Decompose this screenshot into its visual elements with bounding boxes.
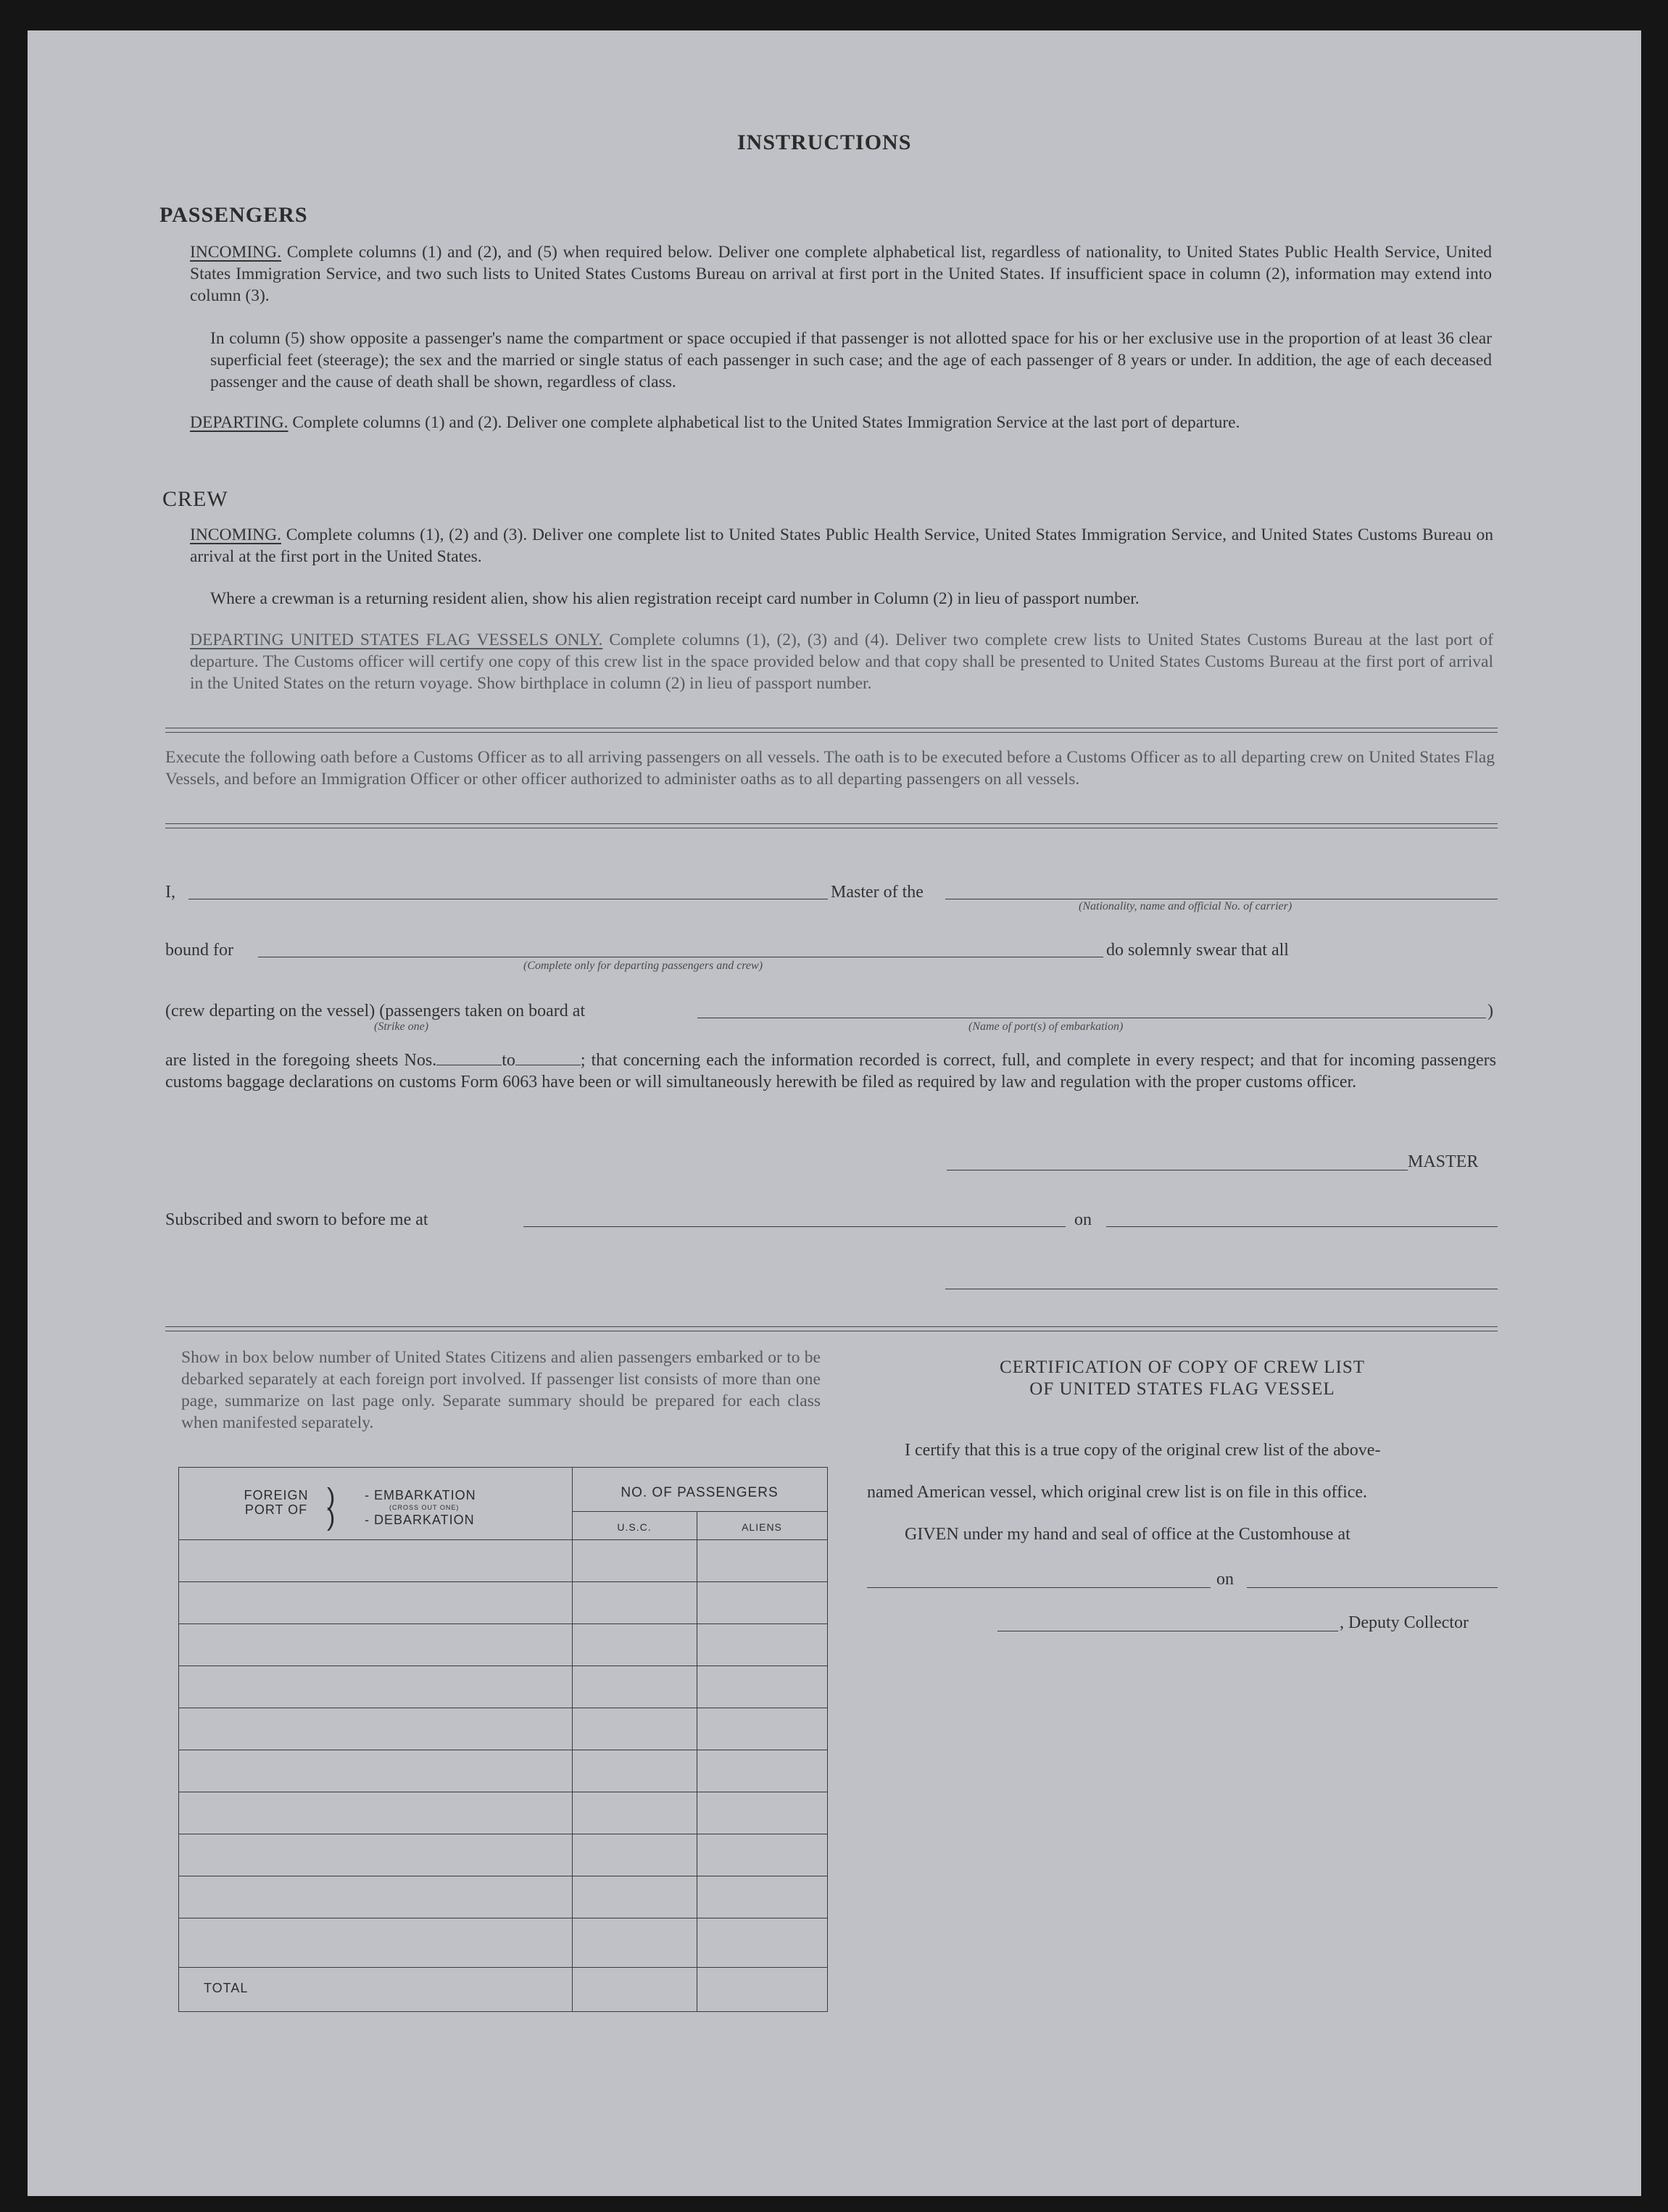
deputy-collector-label: , Deputy Collector xyxy=(1340,1613,1469,1632)
master-of-the-label: Master of the xyxy=(831,883,924,902)
crew-departing-text: Complete columns (1), (2), (3) and (4). Deliver two complete crew lists to United States Customs Bureau at the last port of departure. The Customs officer will certify one copy of this crew list in the space provided below and that copy shall be presented to United States Customs Bureau at the first port of arrival in the United States on the return voyage. Show birthplace in column (2) in lieu of passport number. xyxy=(190,631,1493,693)
swear-label: do solemnly swear that all xyxy=(1106,941,1289,960)
passengers-incoming-text: Complete columns (1) and (2), and (5) when required below. Deliver one complete alphabetical list, regardless of nationality, to United States Public Health Service, United States Immigration Service, and two such lists to United States Customs Bureau on arrival at first port in the United States. If insufficient space in column (2), information may extend into column (3). xyxy=(190,243,1492,305)
master-signature-field[interactable] xyxy=(947,1170,1408,1171)
certification-on-label: on xyxy=(1216,1570,1234,1589)
table-row[interactable] xyxy=(179,1539,827,1540)
passengers-departing-paragraph xyxy=(190,412,1492,433)
table-row[interactable] xyxy=(179,1581,827,1582)
passengers-incoming-label: INCOMING. xyxy=(190,243,281,262)
brace-icon: ) xyxy=(327,1484,336,1511)
subscribed-label: Subscribed and sworn to before me at xyxy=(165,1210,428,1229)
divider-line xyxy=(165,728,1498,733)
passenger-summary-table xyxy=(178,1467,828,2012)
divider-line xyxy=(165,1326,1498,1331)
crew-incoming-paragraph xyxy=(190,524,1493,567)
to-label: to xyxy=(502,1051,515,1070)
passengers-departing-text: Complete columns (1) and (2). Deliver one complete alphabetical list to the United States Immigration Service at the last port of departure. xyxy=(292,413,1240,432)
brace-icon: ) xyxy=(327,1504,336,1531)
ports-caption: (Name of port(s) of embarkation) xyxy=(968,1020,1124,1033)
carrier-caption: (Nationality, name and official No. of carrier) xyxy=(1079,900,1293,912)
total-row[interactable] xyxy=(179,1967,827,1968)
crew-incoming-label: INCOMING. xyxy=(190,525,281,544)
no-passengers-header: NO. OF PASSENGERS xyxy=(621,1485,779,1500)
crew-heading: CREW xyxy=(162,487,228,511)
debarkation-label: - DEBARKATION xyxy=(365,1513,475,1527)
instructions-title: INSTRUCTIONS xyxy=(737,130,912,154)
passengers-departing-label: DEPARTING. xyxy=(190,413,289,432)
certification-date-field[interactable] xyxy=(1247,1587,1498,1588)
aliens-header: ALIENS xyxy=(742,1521,782,1533)
column-divider xyxy=(572,1468,573,2011)
customhouse-field[interactable] xyxy=(867,1587,1211,1588)
crew-resident-paragraph: Where a crewman is a returning resident alien, show his alien registration receipt card number in Column (2) in lieu of passport number. xyxy=(210,589,1140,608)
usc-header: U.S.C. xyxy=(617,1521,652,1533)
bound-for-caption: (Complete only for departing passengers and crew) xyxy=(523,960,763,972)
embarkation-label: - EMBARKATION xyxy=(365,1488,476,1502)
strike-one-caption: (Strike one) xyxy=(374,1020,429,1033)
summary-note: Show in box below number of United States Citizens and alien passengers embarked or to be debarked separately at each foreign port involved. If passenger list consists of more than one page, summarize on last page only. Separate summary should be prepared for each class when manifested separately. xyxy=(181,1348,821,1432)
certification-title xyxy=(867,1357,1498,1400)
sworn-at-field[interactable] xyxy=(523,1226,1066,1227)
listed-prefix: are listed in the foregoing sheets Nos. xyxy=(165,1051,437,1070)
certification-title-line1: CERTIFICATION OF COPY OF CREW LIST xyxy=(999,1357,1366,1377)
close-paren: ) xyxy=(1487,1002,1493,1020)
crew-departing-label: DEPARTING UNITED STATES FLAG VESSELS ONLY. xyxy=(190,631,603,649)
oath-note: Execute the following oath before a Customs Officer as to all arriving passengers on all vessels. The oath is to be executed before a Customs Officer as to all departing crew on United States Flag Vessels, and before an Immigration Officer or other officer authorized to administer oaths as to all departing passengers on all vessels. xyxy=(165,748,1495,789)
certification-line2: named American vessel, which original crew list is on file in this office. xyxy=(867,1483,1368,1502)
sworn-date-field[interactable] xyxy=(1106,1226,1498,1227)
crew-departing-paragraph xyxy=(190,629,1493,694)
certification-line3: GIVEN under my hand and seal of office at the Customhouse at xyxy=(905,1525,1350,1544)
certification-line1: I certify that this is a true copy of the original crew list of the above- xyxy=(905,1441,1381,1460)
certification-title-line2: OF UNITED STATES FLAG VESSEL xyxy=(1029,1379,1335,1399)
oath-i-label: I, xyxy=(165,883,175,902)
crew-departing-label: (crew departing on the vessel) (passengers taken on board at xyxy=(165,1002,586,1020)
listed-rest: ; that concerning each the information recorded is correct, full, and complete in every respect; and that for incoming passengers customs baggage declarations on customs Form 6063 have been or will simultaneously herewith be filed as required by law and regulation with the proper customs officer. xyxy=(165,1051,1496,1092)
listed-paragraph xyxy=(165,1049,1496,1093)
passengers-incoming-paragraph xyxy=(190,241,1492,307)
on-label: on xyxy=(1074,1210,1092,1229)
bound-for-label: bound for xyxy=(165,941,233,960)
foreign-port-header: FOREIGN PORT OF xyxy=(244,1488,309,1517)
passengers-column5-paragraph: In column (5) show opposite a passenger's name the compartment or space occupied if that passenger is not allotted space for his or her exclusive use in the proportion of at least 36 clear superficial feet (steerage); the sex and the married or single status of each passenger in such case; and the age of each passenger of 8 years or under. In addition, the age of each deceased passenger and the cause of death shall be shown, regardless of class. xyxy=(210,329,1492,391)
total-label: TOTAL xyxy=(204,1981,249,1995)
passengers-heading: PASSENGERS xyxy=(159,203,308,227)
header-divider xyxy=(572,1511,827,1512)
cross-out-caption: (CROSS OUT ONE) xyxy=(389,1504,460,1511)
table-row[interactable] xyxy=(179,1623,827,1624)
crew-incoming-text: Complete columns (1), (2) and (3). Deliver one complete list to United States Public Health Service, United States Immigration Service, and United States Customs Bureau on arrival at the first port in the United States. xyxy=(190,525,1493,566)
divider-line xyxy=(165,823,1498,828)
master-label: MASTER xyxy=(1408,1152,1479,1171)
